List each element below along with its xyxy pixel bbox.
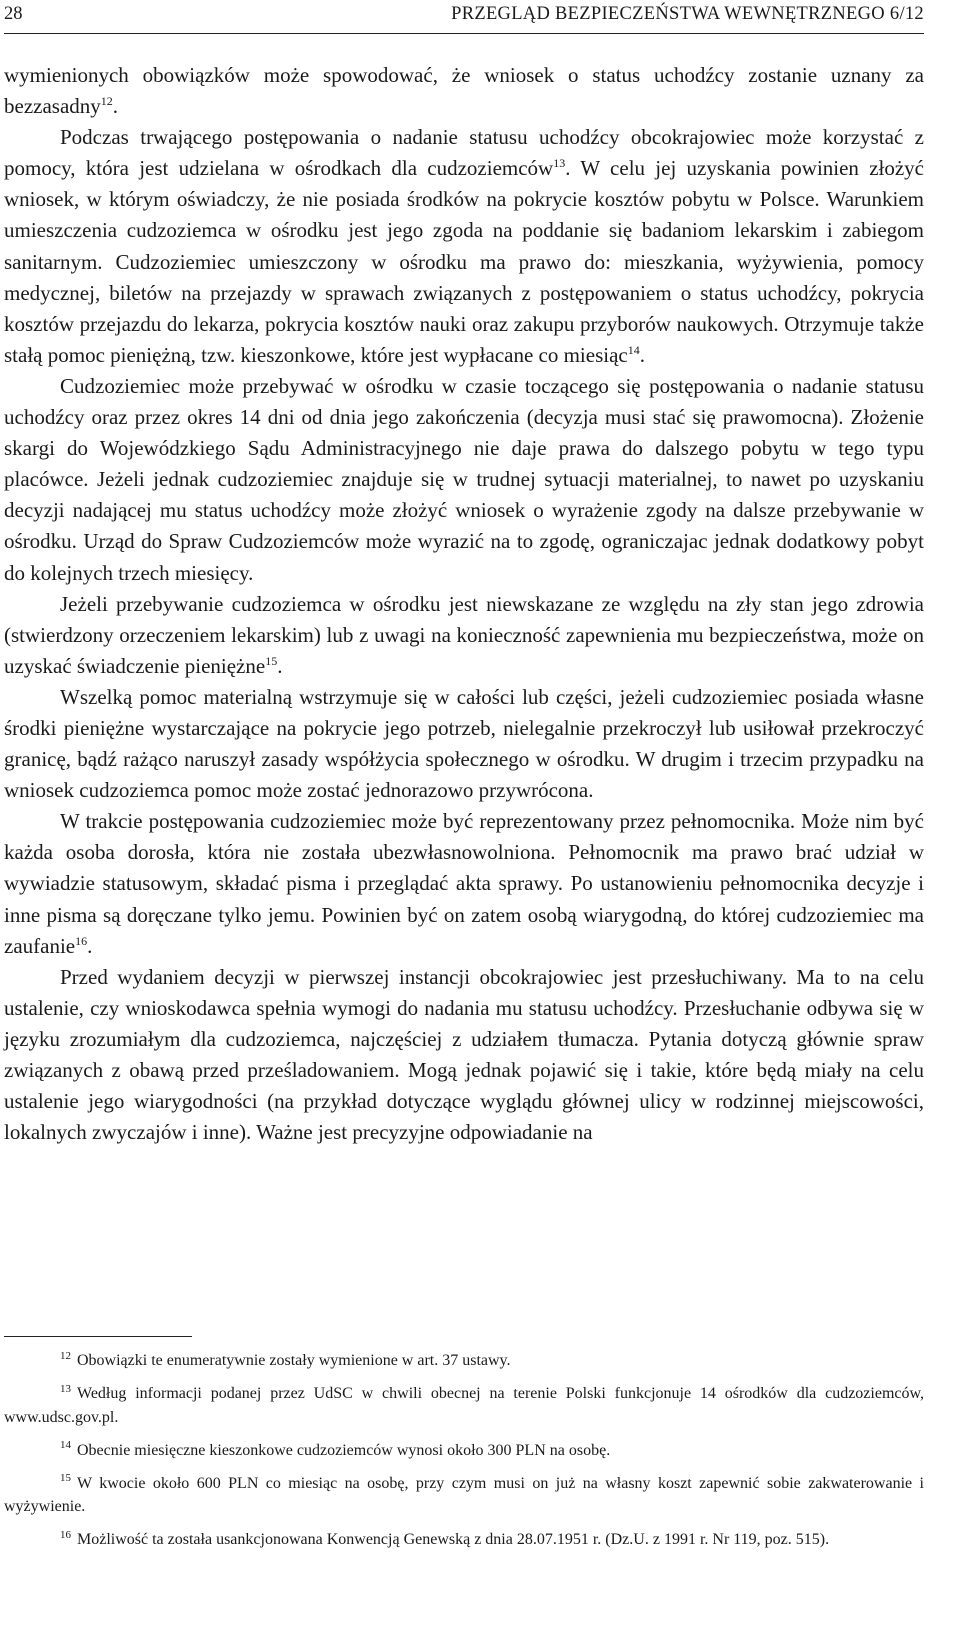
footnote: $^{14}$ Obecnie miesięczne kieszonkowe cudzoziemców wynosi około 300 PLN na osobę.: [60, 1439, 611, 1459]
footnote: $^{15}$ W kwocie około 600 PLN co miesiąc na osobę, przy czym musi on już na własny koszt zapewnić sobie zakwaterowanie i wyżywienie.: [4, 1472, 924, 1515]
footnote-number: 12: [60, 1349, 71, 1362]
paragraph: W trakcie postępowania cudzoziemiec może być reprezentowany przez pełnomocnika. Może nim być każda osoba dorosła, która nie została ubezwłasnowolniona. Pełnomocnik ma prawo brać udział w wywiadzie statusowym, składać pisma i przeglądać akta sprawy. Po ustanowieniu pełnomocnika decyzje i inne pisma są doręczane tylko jemu. Powinien być on zatem osobą wiarygodną, do której cudzoziemiec ma zaufanie$^{16}$.: [4, 809, 924, 958]
footnote-ref: 15: [265, 653, 278, 668]
paragraph: wymienionych obowiązków może spowodować, że wniosek o status uchodźcy zostanie uznany za bezzasadny$^{12}$.: [4, 63, 924, 119]
header-rule: [4, 33, 924, 34]
journal-title: PRZEGLĄD BEZPIECZEŃSTWA WEWNĘTRZNEGO 6/12: [451, 4, 924, 24]
page-number: 28: [4, 4, 23, 24]
footnote-separator: [4, 1336, 192, 1337]
footnote-number: 15: [60, 1472, 71, 1485]
footnote-number: 13: [60, 1382, 71, 1395]
footnote: $^{16}$ Możliwość ta została usankcjonowana Konwencją Genewską z dnia 28.07.1951 r. (Dz.U. z 1991 r. Nr 119, poz. 515).: [60, 1528, 830, 1548]
footnote-ref: 16: [75, 933, 88, 948]
footnote-ref: 12: [100, 94, 113, 109]
body-text: [4, 60, 924, 1148]
footnotes: [4, 1349, 924, 1561]
footnote-ref: 14: [627, 342, 640, 357]
paragraph: Podczas trwającego postępowania o nadanie statusu uchodźcy obcokrajowiec może korzystać z pomocy, która jest udzielana w ośrodkach dla cudzoziemców$^{13}$. W celu jej uzyskania powinien złożyć wniosek, w którym oświadczy, że nie posiada środków na pokrycie kosztów pobytu w Polsce. Warunkiem umieszczenia cudzoziemca w ośrodku jest jego zgoda na poddanie się badaniom lekarskim i zabiegom sanitarnym. Cudzoziemiec umieszczony w ośrodku ma prawo do: mieszkania, wyżywienia, pomocy medycznej, biletów na przejazdy w sprawach związanych z postępowaniem o status uchodźcy, pokrycia kosztów przejazdu do lekarza, pokrycia kosztów nauki oraz zakupu przyborów naukowych. Otrzymuje także stałą pomoc pieniężną, tzw. kieszonkowe, które jest wypłacane co miesiąc$^{14}$.: [4, 125, 924, 367]
running-header: [4, 4, 924, 26]
paragraph: Cudzoziemiec może przebywać w ośrodku w czasie toczącego się postępowania o nadanie statusu uchodźcy oraz przez okres 14 dni od dnia jego zakończenia (decyzja musi stać się prawomocna). Złożenie skargi do Wojewódzkiego Sądu Administracyjnego nie daje prawa do dalszego pobytu w tego typu placówce. Jeżeli jednak cudzoziemiec znajduje się w trudnej sytuacji materialnej, to nawet po uzyskaniu decyzji nadającej mu status uchodźcy może złożyć wniosek o wyrażenie zgody na dalsze przebywanie w ośrodku. Urząd do Spraw Cudzoziemców może wyrazić na to zgodę, ograniczajac jednak dodatkowy pobyt do kolejnych trzech miesięcy.: [4, 373, 924, 585]
footnote-ref: 13: [553, 156, 566, 171]
paragraph: Wszelką pomoc materialną wstrzymuje się w całości lub części, jeżeli cudzoziemiec posiada własne środki pieniężne wystarczające na pokrycie jego potrzeb, nielegalnie przekroczył lub usiłował przekroczyć granicę, bądź rażąco naruszył zasady współżycia społecznego w ośrodku. W drugim i trzecim przypadku na wniosek cudzoziemca pomoc może zostać jednorazowo przywrócona.: [4, 684, 924, 803]
paragraph: Przed wydaniem decyzji w pierwszej instancji obcokrajowiec jest przesłuchiwany. Ma to na celu ustalenie, czy wnioskodawca spełnia wymogi do nadania mu statusu uchodźcy. Przesłuchanie odbywa się w języku zrozumiałym dla cudzoziemca, najczęściej z udziałem tłumacza. Pytania dotyczą głównie spraw związanych z obawą przed prześladowaniem. Mogą jednak pojawić się i takie, które będą miały na celu ustalenie jego wiarygodności (na przykład dotyczące wyglądu głównej ulicy w rodzinnej miejscowości, lokalnych zwyczajów i inne). Ważne jest precyzyjne odpowiadanie na: [4, 964, 924, 1145]
footnote-number: 14: [60, 1439, 71, 1452]
paragraph: Jeżeli przebywanie cudzoziemca w ośrodku jest niewskazane ze względu na zły stan jego zdrowia (stwierdzony orzeczeniem lekarskim) lub z uwagi na konieczność zapewnienia mu bezpieczeństwa, może on uzyskać świadczenie pieniężne$^{15}$.: [4, 591, 924, 678]
footnote: $^{13}$ Według informacji podanej przez UdSC w chwili obecnej na terenie Polski funkcjonuje 14 ośrodków dla cudzoziemców, www.udsc.gov.pl.: [4, 1382, 924, 1426]
footnote: $^{12}$ Obowiązki te enumeratywnie zostały wymienione w art. 37 ustawy.: [60, 1349, 511, 1369]
footnote-number: 16: [60, 1528, 71, 1541]
